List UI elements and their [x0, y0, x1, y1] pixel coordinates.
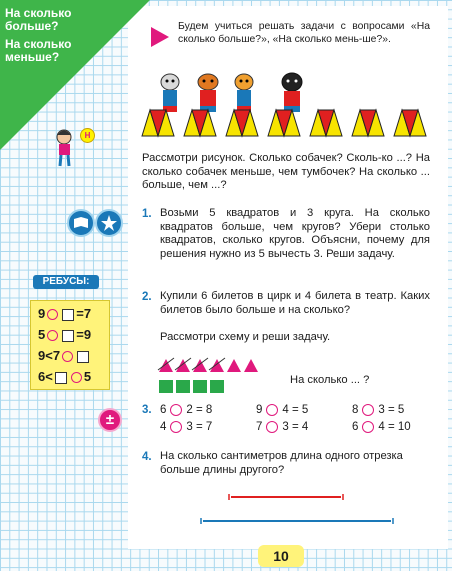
task-2-number: 2. [142, 291, 152, 303]
intro-question: Рассмотри рисунок. Сколько собачек? Сколь-ко ...? На сколько собачек меньше, чем тумбочек? На сколько ... больше, чем ...? [142, 152, 430, 191]
rebus-title: РЕБУСЫ: [33, 275, 99, 289]
pedestal-4 [268, 110, 300, 136]
star-icon [95, 209, 123, 237]
segments-figure [195, 492, 405, 528]
corner-text-2: На сколько меньше? [5, 37, 72, 64]
rebus-row-4: 6< 5 [38, 369, 92, 384]
section-marker-triangle [151, 27, 169, 47]
scheme-figure [156, 356, 268, 398]
pedestal-row [140, 108, 430, 138]
task-1-text: Возьми 5 квадратов и 3 круга. На сколько квадратов больше, чем кругов? Убери столько квадратов, сколько кругов. Объясни, почему для решения нужно из 5 вычесть 3. Реши задачу. [160, 207, 430, 260]
pedestal-6 [352, 110, 384, 136]
task-3-number: 3. [142, 404, 152, 416]
scheme-question: На сколько ... ? [290, 374, 370, 386]
book-icon [67, 209, 95, 237]
pedestal-1 [142, 110, 174, 136]
page-number: 10 [258, 545, 304, 567]
plus-minus-icon: ± [98, 408, 122, 432]
task-3-expr-1: 6 2 = 8 [160, 404, 213, 417]
new-topic-badge: Н [80, 128, 95, 143]
task-3-expr-6: 6 4 = 10 [352, 421, 411, 434]
boy-figure [53, 128, 79, 168]
pedestal-7 [394, 110, 426, 136]
intro-text: Будем учиться решать задачи с вопросами «На сколько больше?», «На сколько мень-ше?». [178, 21, 430, 45]
pedestals-svg [140, 108, 430, 138]
corner-text-1: На сколько больше? [5, 6, 72, 33]
pedestal-2 [184, 110, 216, 136]
task-3-expr-3: 9 4 = 5 [256, 404, 309, 417]
task-4-number: 4. [142, 451, 152, 463]
pedestal-3 [226, 110, 258, 136]
scheme-squares [159, 380, 224, 393]
rebus-row-2: 5 =9 [38, 327, 92, 342]
task-3-expr-2: 4 3 = 7 [160, 421, 213, 434]
rebus-box [30, 300, 110, 390]
task-4-text: На сколько сантиметров длина одного отрезка больше длины другого? [160, 450, 403, 476]
rebus-row-3: 9<7 [38, 347, 91, 364]
task-3-expr-4: 7 3 = 4 [256, 421, 309, 434]
task-2-text: Купили 6 билетов в цирк и 4 билета в театр. Каких билетов было больше и на сколько? [160, 290, 430, 316]
rebus-row-1: 9 =7 [38, 306, 92, 321]
pedestal-5 [310, 110, 342, 136]
scheme-triangles [158, 358, 258, 372]
task-2-text-2: Рассмотри схему и реши задачу. [160, 331, 331, 343]
task-3-expr-5: 8 3 = 5 [352, 404, 405, 417]
task-1-number: 1. [142, 208, 152, 220]
